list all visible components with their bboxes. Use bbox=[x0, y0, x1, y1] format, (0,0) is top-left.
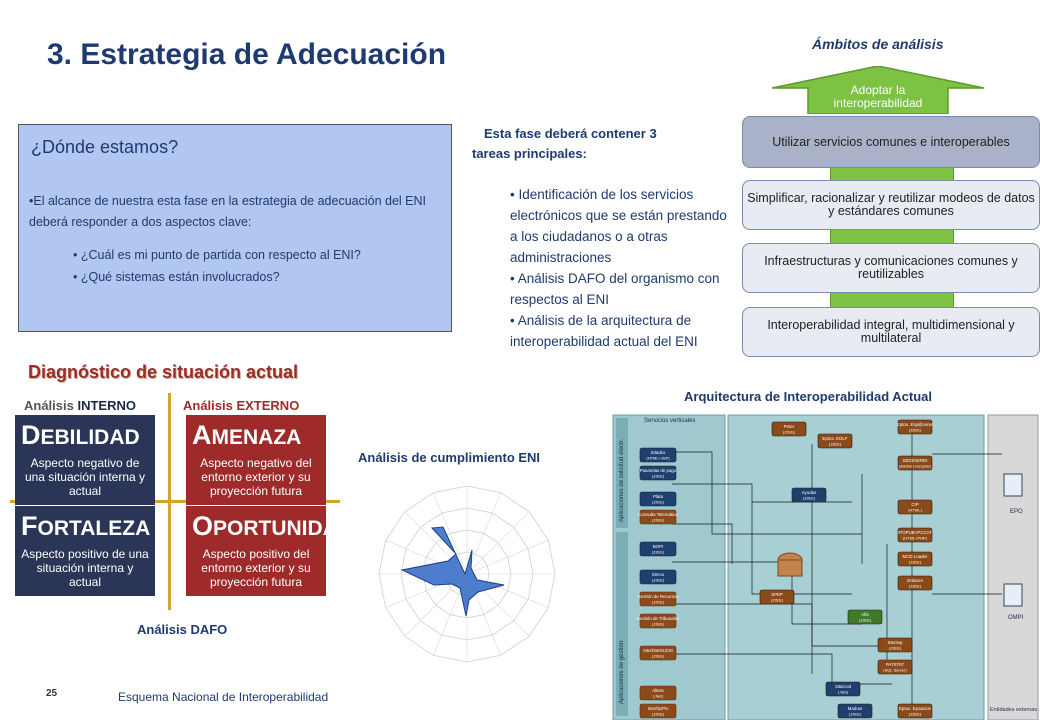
arq-node-name: Gestión de Tribunales bbox=[636, 616, 680, 621]
ambito-box-infraestructuras: Infraestructuras y comunicaciones comunes y reutilizables bbox=[742, 243, 1040, 293]
ambito-box-servicios: Utilizar servicios comunes e interoperables bbox=[742, 116, 1040, 168]
arq-node bbox=[878, 660, 912, 674]
donde-estamos-panel bbox=[18, 124, 452, 332]
arq-node bbox=[792, 488, 826, 502]
ambito-box-integral: Interoperabilidad integral, multidimensional y multilateral bbox=[742, 307, 1040, 357]
arq-node-tech: (J2EE) bbox=[651, 599, 665, 605]
arq-node bbox=[640, 646, 676, 660]
task-item: • Identificación de los servicios electrónicos que se están prestando a los ciudadanos o a otras administraciones bbox=[510, 187, 727, 265]
task-item: • Análisis DAFO del organismo con respectos al ENI bbox=[510, 271, 720, 307]
arq-node bbox=[638, 592, 680, 606]
arq-node-tech: (J2EE) bbox=[858, 617, 872, 623]
dafo-fortaleza bbox=[15, 506, 155, 596]
arq-node bbox=[898, 552, 932, 566]
radar-spoke bbox=[467, 512, 529, 574]
arq-node-tech: (J2EE) bbox=[828, 441, 842, 447]
label-epo: EPO bbox=[1010, 509, 1023, 515]
arq-node bbox=[898, 456, 932, 470]
arq-node-tech: (J2EE) bbox=[908, 427, 922, 433]
arq-node-tech: (J2EE) bbox=[651, 577, 665, 583]
arq-node-tech: (J2EE) bbox=[651, 499, 665, 505]
arq-node bbox=[898, 500, 932, 514]
arq-node bbox=[640, 686, 676, 700]
dafo-fortaleza-heading bbox=[21, 511, 151, 541]
slide-title: 3. Estrategia de Adecuación bbox=[47, 38, 447, 71]
dafo-debilidad-heading bbox=[21, 420, 149, 450]
arq-node bbox=[898, 704, 932, 718]
interno-prefix: Análisis bbox=[24, 398, 78, 413]
arq-node-name: Sireco bbox=[651, 572, 665, 577]
interno-strong: INTERNO bbox=[77, 398, 136, 413]
arq-node bbox=[898, 528, 932, 542]
arq-node-name: Consulta Telemática bbox=[638, 512, 678, 517]
donde-estamos-scope: •El alcance de nuestra esta fase en la estrategia de adecuación del ENI deberá responder a dos aspectos clave: bbox=[29, 194, 426, 229]
arq-node-name: Peter bbox=[783, 424, 795, 429]
cap-letter: D bbox=[21, 420, 41, 450]
arq-node-tech: (Adobe Livecycle) bbox=[899, 463, 931, 469]
arq-node-name: Alfa bbox=[861, 612, 869, 617]
arq-node-tech: (HTML+PHP) bbox=[902, 535, 928, 541]
slide-number: 25 bbox=[46, 688, 58, 699]
arq-node bbox=[898, 576, 932, 590]
arq-node bbox=[637, 614, 681, 628]
arq-node bbox=[640, 466, 677, 480]
arq-node-name: Eptos. EOLF bbox=[822, 436, 848, 441]
arq-node bbox=[640, 448, 676, 462]
label-externas: Entidades externas bbox=[990, 707, 1038, 713]
arq-node-name: Altera bbox=[652, 688, 664, 693]
arq-node-name: Madras bbox=[847, 706, 863, 711]
arq-node-tech: (.Net) bbox=[838, 689, 848, 695]
arq-node-tech: (J2EE) bbox=[908, 559, 922, 565]
dafo-amenaza bbox=[186, 415, 326, 505]
arq-node-name: Pasarelas de pago bbox=[639, 468, 677, 473]
col-externas bbox=[988, 415, 1038, 720]
arq-node bbox=[638, 510, 678, 524]
heading-rest: EBILIDAD bbox=[40, 426, 140, 449]
heading-rest: MENAZA bbox=[211, 426, 302, 449]
arquitectura-title: Arquitectura de Interoperabilidad Actual bbox=[684, 389, 933, 404]
arq-node-tech: (HTML+JSP) bbox=[646, 455, 670, 461]
arq-node-tech: (.Net) bbox=[653, 693, 663, 699]
label-ompi: OMPI bbox=[1008, 615, 1024, 621]
arq-node-tech: (J2EE) bbox=[651, 711, 665, 717]
arq-node-name: Stectep bbox=[887, 640, 903, 645]
arq-node bbox=[640, 704, 676, 718]
arq-node-name: Ayudas bbox=[801, 490, 817, 495]
arq-node-tech: (J2EE) bbox=[908, 583, 922, 589]
arq-node-tech: (J2EE) bbox=[651, 653, 665, 659]
arq-node bbox=[818, 434, 852, 448]
analisis-interno-label bbox=[24, 398, 136, 413]
arq-node-tech: (J2EE) bbox=[848, 711, 862, 717]
col-servicios bbox=[728, 415, 984, 720]
donde-estamos-title: ¿Dónde estamos? bbox=[31, 137, 179, 157]
arq-node-name: SEDI/SERDI bbox=[902, 458, 928, 463]
arrow-label: Adoptar la interoperabilidad bbox=[833, 83, 923, 110]
arq-node-name: Eptos. Esp@cenet bbox=[896, 422, 934, 427]
arq-node-tech: (J2EE) bbox=[782, 429, 796, 435]
arq-node-tech: (J2EE) bbox=[802, 495, 816, 501]
arq-node bbox=[640, 542, 676, 556]
dafo-fortaleza-desc: Aspecto positivo de una situación interna y actual bbox=[21, 547, 149, 589]
dafo-caption: Análisis DAFO bbox=[137, 622, 228, 637]
server-icon bbox=[1004, 584, 1022, 606]
tasks-intro-line1: Esta fase deberá contener 3 bbox=[484, 126, 657, 141]
tasks-intro bbox=[472, 124, 657, 164]
arq-node-tech: (SQL Server) bbox=[883, 667, 907, 673]
cap-letter: F bbox=[21, 511, 38, 541]
arq-node-name: Eptos. Epoacion bbox=[899, 706, 931, 711]
cap-letter: O bbox=[192, 511, 214, 541]
arq-node-name: SPEP bbox=[771, 592, 783, 597]
cap-letter: A bbox=[192, 420, 212, 450]
task-item: • Análisis de la arquitectura de interoperabilidad actual del ENI bbox=[510, 313, 698, 349]
arq-node bbox=[848, 610, 882, 624]
arq-node-name: Gestión de Recursos bbox=[637, 594, 679, 599]
arq-node bbox=[760, 590, 794, 604]
arquitectura-diagram bbox=[612, 414, 1040, 720]
question-item: • ¿Qué sistemas están involucrados? bbox=[73, 270, 280, 284]
arq-node-tech: (J2EE) bbox=[651, 517, 665, 523]
arq-node-name: IPOPUB-IPCCAT bbox=[898, 530, 932, 535]
arq-node-name: InterfazPix bbox=[647, 706, 669, 711]
analisis-externo-label: Análisis EXTERNO bbox=[183, 398, 300, 413]
arq-node-tech: (J2EE) bbox=[651, 473, 665, 479]
arq-node-tech: (J2EE) bbox=[888, 645, 902, 651]
footer-text: Esquema Nacional de Interoperabilidad bbox=[118, 690, 329, 704]
arq-node-name: Sitarcod bbox=[834, 684, 852, 689]
dafo-debilidad bbox=[15, 415, 155, 505]
arq-node-name: InterfaWSUCM bbox=[643, 648, 673, 653]
label-solicitud: Aplicaciones de solicitud electr. bbox=[619, 438, 625, 522]
database-icon-body bbox=[778, 560, 802, 576]
diagnostico-title: Diagnóstico de situación actual bbox=[28, 362, 299, 382]
arq-node bbox=[838, 704, 872, 718]
arq-node-name: PATSTAT bbox=[885, 662, 905, 667]
tasks-intro-line2: tareas principales: bbox=[472, 146, 587, 161]
dafo-oportunidad-heading bbox=[192, 511, 354, 541]
eni-radar-chart bbox=[372, 470, 562, 685]
dafo-oportunidad-desc: Aspecto positivo del entorno exterior y su proyección futura bbox=[201, 547, 311, 589]
arq-node-name: Plata bbox=[652, 494, 664, 499]
label-servicios: Servicios verticales bbox=[644, 418, 696, 424]
dafo-oportunidad bbox=[186, 506, 354, 596]
dafo-amenaza-desc: Aspecto negativo del entorno exterior y su proyección futura bbox=[200, 456, 312, 498]
dafo-amenaza-heading bbox=[192, 420, 320, 450]
dafo-debilidad-desc: Aspecto negativo de una situación interna y actual bbox=[24, 456, 146, 498]
arq-node-name: BOPI bbox=[652, 544, 664, 549]
arq-node bbox=[772, 422, 806, 436]
arq-node bbox=[826, 682, 860, 696]
eni-title: Análisis de cumplimiento ENI bbox=[358, 450, 541, 465]
arq-node-name: MCD Loader bbox=[902, 554, 928, 559]
label-gestion: Aplicaciones de gestión bbox=[619, 640, 625, 704]
arq-node-name: CIP bbox=[911, 502, 919, 507]
ambito-box-datos: Simplificar, racionalizar y reutilizar modeos de datos y estándares comunes bbox=[742, 180, 1040, 230]
arq-node-tech: (J2EE) bbox=[651, 621, 665, 627]
arq-node bbox=[897, 420, 934, 434]
heading-rest: PORTUNIDAD bbox=[213, 517, 354, 540]
heading-rest: ORTALEZA bbox=[37, 517, 151, 540]
arq-node-tech: (J2EE) bbox=[908, 711, 922, 717]
arq-node-name: Enlaces bbox=[907, 578, 923, 583]
question-item: • ¿Cuál es mi punto de partida con respecto al ENI? bbox=[73, 248, 361, 262]
ambitos-title: Ámbitos de análisis bbox=[812, 36, 944, 52]
arq-node-name: Sitadex bbox=[650, 450, 666, 455]
arq-node bbox=[640, 492, 676, 506]
arq-node bbox=[878, 638, 912, 652]
arq-node-tech: (J2EE) bbox=[651, 549, 665, 555]
task-list bbox=[510, 184, 736, 352]
server-icon bbox=[1004, 474, 1022, 496]
arq-node-tech: (HTML) bbox=[908, 507, 922, 513]
arq-node-tech: (J2EE) bbox=[770, 597, 784, 603]
arq-node bbox=[640, 570, 676, 584]
